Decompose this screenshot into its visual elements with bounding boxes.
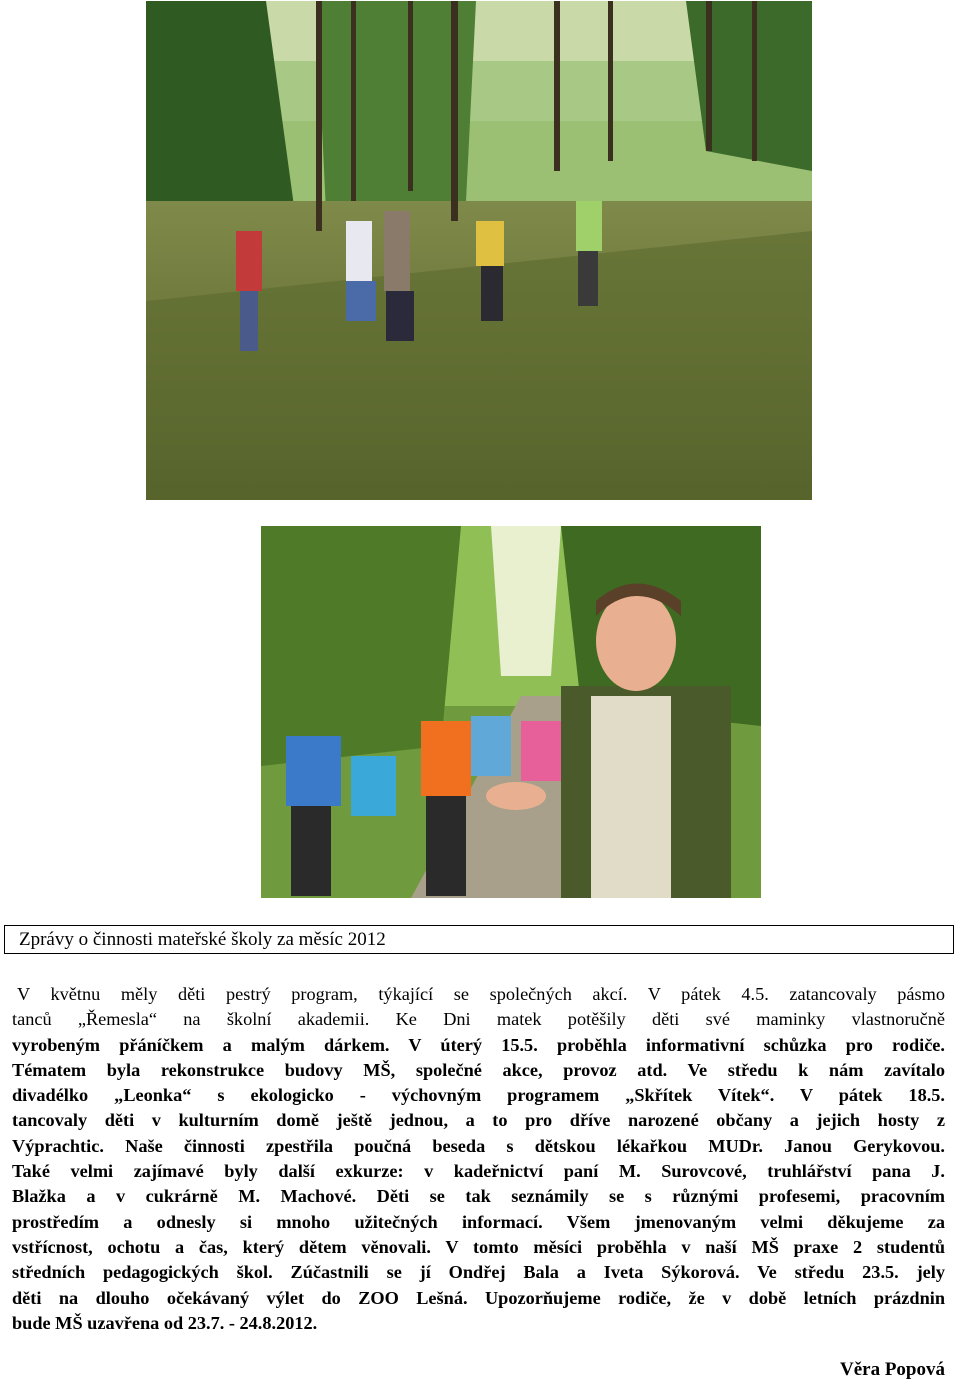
article-line-1: V květnu měly děti pestrý program, týkající se společných akcí. V pátek 4.5. zatancovaly pásmo [17, 984, 945, 1004]
article-line-10: prostředím a odnesly si mnoho užitečných informací. Všem jmenovaným velmi děkujeme za [12, 1211, 945, 1232]
author-signature: Věra Popová [839, 1359, 945, 1380]
forest-clearing-illustration [146, 1, 812, 500]
photo-forest-path-group [261, 526, 761, 898]
forest-path-illustration [261, 526, 761, 898]
article-line-3: vyrobeným přáníčkem a malým dárkem. V úterý 15.5. proběhla informativní schůzka pro rodiče. [12, 1034, 945, 1055]
article-line-11: vstřícnost, ochotu a čas, který dětem věnovali. V tomto měsíci proběhla v naší MŠ praxe 2 studentů [12, 1236, 945, 1257]
article-line-7: Výprachtic. Naše činnosti zpestřila poučná beseda s dětskou lékařkou MUDr. Janou Gerykovou. [12, 1135, 945, 1156]
article-line-2: tanců „Řemesla“ na školní akademii. Ke Dni matek potěšily děti své maminky vlastnoručně [12, 1009, 945, 1030]
article-body [12, 982, 945, 1336]
article-line-9: Blažka a v cukrárně M. Machové. Děti se tak seznámily se s různými profesemi, pracovním [12, 1186, 945, 1207]
article-line-5: divadélko „Leonka“ s ekologicko - výchovným programem „Skřítek Vítek“. V pátek 18.5. [12, 1085, 945, 1106]
article-heading: Zprávy o činnosti mateřské školy za měsíc 2012 [4, 925, 954, 954]
article-line-4: Tématem byla rekonstrukce budovy MŠ, společné akce, provoz atd. Ve středu k nám zavítalo [12, 1059, 945, 1080]
article-line-8: Také velmi zajímavé byly další exkurze: v kadeřnictví paní M. Surovcové, truhlářství pana J. [12, 1161, 945, 1182]
article-line-13: děti na dlouho očekávaný výlet do ZOO Lešná. Upozorňujeme rodiče, že v době letních prázdnin [12, 1287, 945, 1308]
article-line-12: středních pedagogických škol. Zúčastnili se jí Ondřej Bala a Iveta Sýkorová. Ve středu 23.5. jely [12, 1262, 945, 1283]
article-line-6: tancovaly děti v kulturním domě ještě jednou, a to pro dříve narozené občany a jejich hosty z [12, 1110, 945, 1131]
article-line-14: bude MŠ uzavřena od 23.7. - 24.8.2012. [12, 1312, 318, 1333]
photo-forest-clearing [146, 1, 812, 500]
